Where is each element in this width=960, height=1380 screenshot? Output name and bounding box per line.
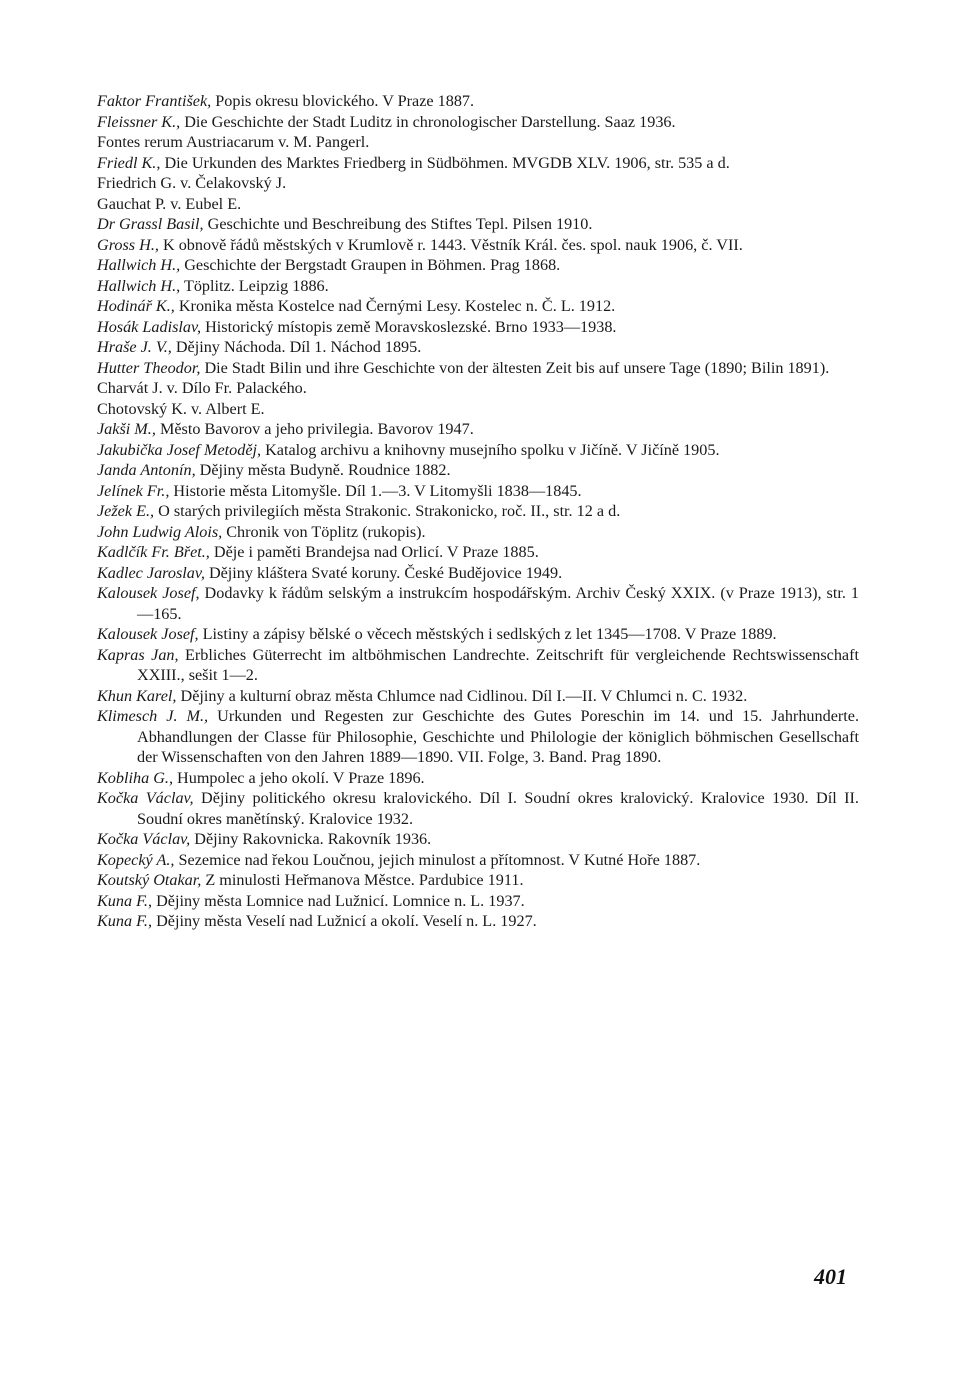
entry-author: Ježek E., [97,502,155,520]
bibliography-entry [97,317,859,338]
bibliography-entry [97,112,859,133]
entry-text: Dějiny města Lomnice nad Lužnicí. Lomnice n. L. 1937. [152,891,525,910]
bibliography-entry [97,214,859,235]
entry-author: Gross H., [97,235,159,254]
bibliography-entry [97,706,859,768]
entry-author: Khun Karel, [97,686,177,705]
bibliography-entry [97,91,859,112]
entry-author: Kočka Václav, [97,789,194,807]
entry-text: Die Urkunden des Marktes Friedberg in Südböhmen. MVGDB XLV. 1906, str. 535 a d. [160,153,730,172]
entry-text: Dějiny města Budyně. Roudnice 1882. [195,461,451,479]
bibliography-entry [97,481,859,502]
bibliography-entry [97,378,859,399]
entry-author: Janda Antonín, [97,461,196,479]
entry-text: Die Stadt Bilin und ihre Geschichte von der ältesten Zeit bis auf unsere Tage (1890; Bilin 1891). [200,358,830,377]
entry-text: Chotovský K. v. Albert E. [97,399,265,418]
entry-text: Historie města Litomyšle. Díl 1.—3. V Litomyšli 1838—1845. [169,481,582,500]
entry-text: Charvát J. v. Dílo Fr. Palackého. [97,379,307,397]
bibliography-entry [97,132,859,153]
entry-author: Jelínek Fr., [97,481,170,500]
entry-text: Töplitz. Leipzig 1886. [180,276,329,295]
entry-text: Dějiny kláštera Svaté koruny. České Budějovice 1949. [204,563,563,582]
bibliography-entry [97,522,859,543]
bibliography-entry [97,173,859,194]
entry-author: Hallwich H., [97,256,181,274]
entry-text: Dějiny města Veselí nad Lužnicí a okolí. Veselí n. L. 1927. [152,912,537,930]
bibliography-entry [97,686,859,707]
bibliography-entry [97,358,859,379]
entry-author: Kobliha G., [97,768,173,787]
entry-author: Fleissner K., [97,112,181,131]
entry-text: Erbliches Güterrecht im altböhmischen Landrechte. Zeitschrift für vergleichende Rechtswissenschaft XXIII., sešit 1—2. [137,645,859,684]
bibliography-entry [97,440,859,461]
entry-author: Koutský Otakar, [97,871,202,889]
entry-text: O starých privilegiích města Strakonic. Strakonicko, roč. II., str. 12 a d. [154,502,621,520]
entry-author: Hallwich H., [97,276,181,295]
bibliography-entry [97,501,859,522]
bibliography-entry [97,337,859,358]
entry-author: Faktor František, [97,92,212,110]
bibliography-entry [97,911,859,932]
entry-text: Dějiny a kulturní obraz města Chlumce nad Cidlinou. Díl I.—II. V Chlumci n. C. 1932. [176,686,748,705]
bibliography-entry [97,460,859,481]
bibliography-entry [97,563,859,584]
entry-author: Kuna F., [97,912,153,930]
entry-author: Kalousek Josef, [97,625,199,643]
entry-author: Jakubička Josef Metoděj, [97,440,262,459]
entry-author: Hraše J. V., [97,338,172,356]
entry-text: Dodavky k řádům selským a instrukcím hospodářským. Archiv Český XXIX. (v Praze 1913), str. 1—165. [137,584,859,623]
entry-text: Děje i paměti Brandejsa nad Orlicí. V Praze 1885. [209,543,539,561]
bibliography-entry [97,891,859,912]
entry-text: Katalog archivu a knihovny musejního spolku v Jičíně. V Jičíně 1905. [261,440,720,459]
entry-author: John Ludwig Alois, [97,522,223,541]
entry-author: Kuna F., [97,891,153,910]
bibliography-entry [97,235,859,256]
entry-text: Město Bavorov a jeho privilegia. Bavorov 1947. [155,420,474,438]
entry-author: Kapras Jan, [97,645,179,664]
bibliography-entry [97,829,859,850]
bibliography-entry [97,870,859,891]
bibliography-entry [97,788,859,829]
entry-author: Kočka Václav, [97,830,191,848]
entry-text: K obnově řádů městských v Krumlově r. 1443. Věstník Král. čes. spol. nauk 1906, č. VII. [158,235,743,254]
entry-text: Sezemice nad řekou Loučnou, jejich minulost a přítomnost. V Kutné Hoře 1887. [174,850,701,869]
entry-text: Geschichte und Beschreibung des Stiftes Tepl. Pilsen 1910. [203,215,593,233]
entry-author: Klimesch J. M., [97,707,209,725]
bibliography-entry [97,850,859,871]
bibliography-entry [97,153,859,174]
bibliography-entry [97,276,859,297]
entry-text: Gauchat P. v. Eubel E. [97,194,242,213]
entry-text: Listiny a zápisy bělské o věcech městských i sedlských z let 1345—1708. V Praze 1889. [198,625,777,643]
bibliography-entry [97,399,859,420]
entry-text: Dějiny politického okresu kralovického. Díl I. Soudní okres kralovický. Kralovice 1930. Díl II. Soudní okres manětínský. Kralovice 1932. [137,789,859,828]
bibliography-list [97,91,859,932]
entry-author: Kopecký A., [97,850,175,869]
bibliography-entry [97,583,859,624]
bibliography-entry [97,624,859,645]
entry-text: Dějiny Rakovnicka. Rakovník 1936. [190,830,432,848]
entry-text: Dějiny Náchoda. Díl 1. Náchod 1895. [171,338,422,356]
page-number: 401 [814,1264,847,1289]
entry-text: Kronika města Kostelce nad Černými Lesy. Kostelec n. Č. L. 1912. [174,297,616,315]
entry-author: Kadlec Jaroslav, [97,563,205,582]
entry-text: Urkunden und Regesten zur Geschichte des Gutes Poreschin im 14. und 15. Jahrhunderte. Abhandlungen der Classe für Philosophie, Geschichte und Philologie der königlich böhmischen Gesellschaft der Wissenschaften von den Jahren 1889—1890. VII. Folge, 3. Band. Prag 1890. [137,707,859,766]
bibliography-entry [97,542,859,563]
entry-text: Historický místopis země Moravskoslezské. Brno 1933—1938. [201,317,617,336]
entry-text: Chronik von Töplitz (rukopis). [222,522,426,541]
entry-text: Z minulosti Heřmanova Městce. Pardubice 1911. [201,871,524,889]
bibliography-entry [97,194,859,215]
entry-author: Hutter Theodor, [97,358,201,377]
entry-text: Die Geschichte der Stadt Luditz in chronologischer Darstellung. Saaz 1936. [180,112,676,131]
bibliography-entry [97,255,859,276]
bibliography-entry [97,296,859,317]
entry-author: Kalousek Josef, [97,584,200,602]
entry-author: Dr Grassl Basil, [97,215,204,233]
entry-text: Friedrich G. v. Čelakovský J. [97,174,287,192]
bibliography-entry [97,645,859,686]
entry-author: Jakši M., [97,420,156,438]
entry-text: Fontes rerum Austriacarum v. M. Pangerl. [97,133,370,151]
entry-author: Kadlčík Fr. Břet., [97,543,210,561]
entry-author: Hosák Ladislav, [97,317,202,336]
entry-author: Friedl K., [97,153,161,172]
entry-text: Humpolec a jeho okolí. V Praze 1896. [173,768,425,787]
bibliography-entry [97,768,859,789]
bibliography-entry [97,419,859,440]
entry-text: Geschichte der Bergstadt Graupen in Böhmen. Prag 1868. [180,256,561,274]
entry-text: Popis okresu blovického. V Praze 1887. [211,92,475,110]
entry-author: Hodinář K., [97,297,175,315]
